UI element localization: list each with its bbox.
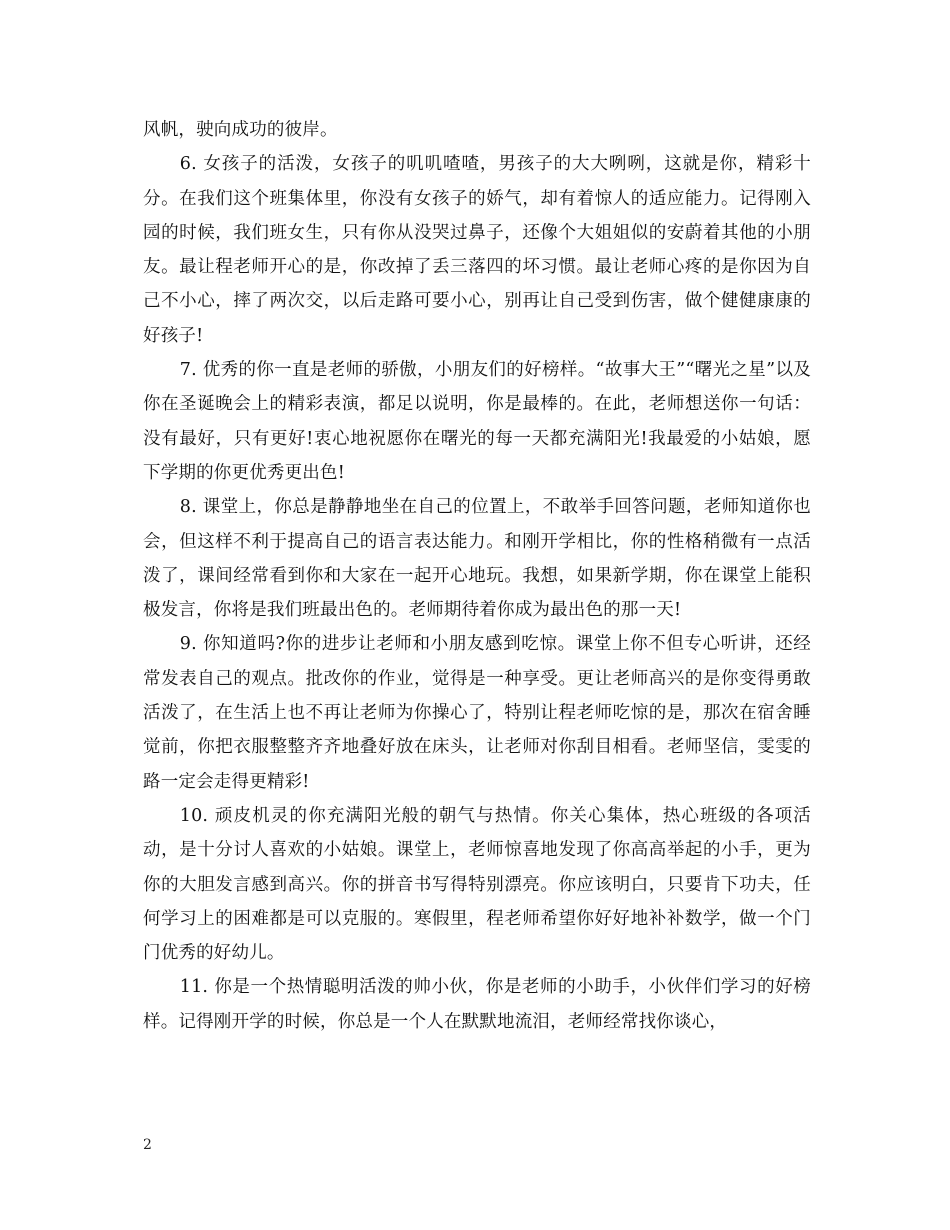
paragraph-item-9: 9. 你知道吗?你的进步让老师和小朋友感到吃惊。课堂上你不但专心听讲，还经常发表自己的观点。批改你的作业，觉得是一种享受。更让老师高兴的是你变得勇敢活泼了，在生活上也不再让老师为你操心了，特别让程老师吃惊的是，那次在宿舍睡觉前，你把衣服整整齐齐地叠好放在床头，让老师对你刮目相看。老师坚信，雯雯的路一定会走得更精彩!	[143, 634, 811, 792]
paragraph-continuation: 风帆，驶向成功的彼岸。	[143, 120, 338, 140]
paragraph-item-10: 10. 顽皮机灵的你充满阳光般的朝气与热情。你关心集体，热心班级的各项活动，是十分讨人喜欢的小姑娘。课堂上，老师惊喜地发现了你高高举起的小手，更为你的大胆发言感到高兴。你的拼音书写得特别漂亮。你应该明白，只要肯下功夫，任何学习上的困难都是可以克服的。寒假里，程老师希望你好好地补补数学，做一个门门优秀的好幼儿。	[143, 805, 811, 964]
paragraph-item-6: 6. 女孩子的活泼，女孩子的叽叽喳喳，男孩子的大大咧咧，这就是你，精彩十分。在我们这个班集体里，你没有女孩子的娇气，却有着惊人的适应能力。记得刚入园的时候，我们班女生，只有你从没哭过鼻子，还像个大姐姐似的安蔚着其他的小朋友。最让程老师开心的是，你改掉了丢三落四的坏习惯。最让老师心疼的是你因为自己不小心，摔了两次交，以后走路可要小心，别再让自己受到伤害，做个健健康康的好孩子!	[143, 154, 811, 346]
page-number: 2	[143, 1137, 152, 1153]
paragraph-item-7: 7. 优秀的你一直是老师的骄傲，小朋友们的好榜样。“故事大王”“曙光之星”以及你在圣诞晚会上的精彩表演，都足以说明，你是最棒的。在此，老师想送你一句话：没有最好，只有更好!衷心地祝愿你在曙光的每一天都充满阳光!我最爱的小姑娘，愿下学期的你更优秀更出色!	[143, 360, 811, 483]
paragraph-item-11: 11. 你是一个热情聪明活泼的帅小伙，你是老师的小助手，小伙伴们学习的好榜样。记得刚开学的时候，你总是一个人在默默地流泪，老师经常找你谈心，	[143, 977, 811, 1032]
body-text	[143, 113, 811, 1039]
paragraph-item-8: 8. 课堂上，你总是静静地坐在自己的位置上，不敢举手回答问题，老师知道你也会，但这样不利于提高自己的语言表达能力。和刚开学相比，你的性格稍微有一点活泼了，课间经常看到你和大家在一起开心地玩。我想，如果新学期，你在课堂上能积极发言，你将是我们班最出色的。老师期待着你成为最出色的那一天!	[143, 497, 811, 621]
